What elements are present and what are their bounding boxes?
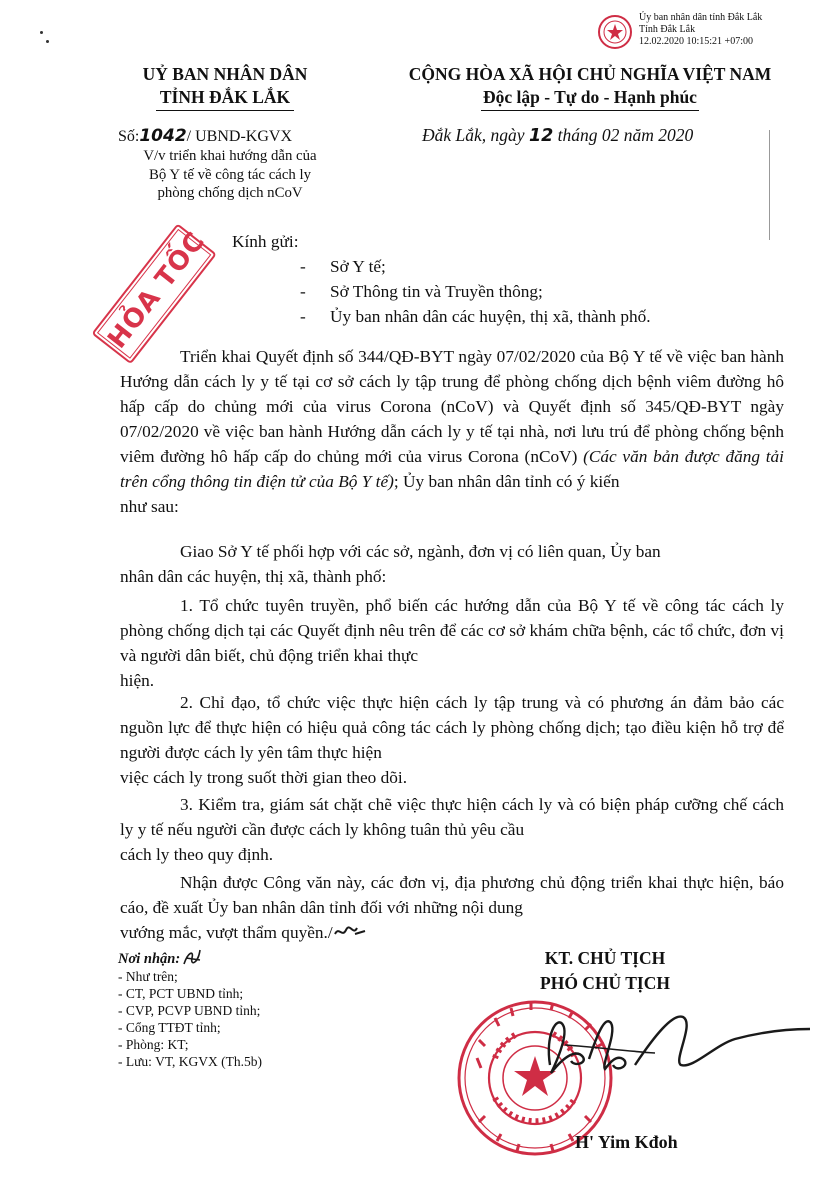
recipients-footer-item: - CT, PCT UBND tỉnh; <box>118 986 244 1001</box>
recipients-footer <box>118 948 262 1070</box>
initials-scribble-icon <box>333 924 367 940</box>
document-number-prefix: Số: <box>118 128 140 145</box>
date-suffix: tháng 02 năm 2020 <box>553 125 694 145</box>
document-number <box>118 126 292 147</box>
recipient-item: - Sở Thông tin và Truyền thông; <box>300 282 543 301</box>
digital-signature-line3: 12.02.2020 10:15:21 +07:00 <box>639 36 753 47</box>
recipients-footer-item: - CVP, PCVP UBND tỉnh; <box>118 1003 261 1018</box>
recipients-footer-item: - Lưu: VT, KGVX (Th.5b) <box>118 1054 263 1069</box>
recipients-footer-item: - Phòng: KT; <box>118 1037 189 1052</box>
recipients-footer-item: - Như trên; <box>118 969 178 984</box>
subject-line1: V/v triển khai hướng dẫn của <box>143 148 317 164</box>
issuer-line2: TỈNH ĐẮK LẮK <box>156 86 294 111</box>
emblem-seal-icon <box>597 14 633 50</box>
paragraph-item-3: 3. Kiểm tra, giám sát chặt chẽ việc thực hiện cách ly và có biện pháp cưỡng chế cách ly y tế nếu người cần được cách ly không tuân thủ yêu cầu cách ly theo quy định. <box>120 795 784 864</box>
subject-line3: phòng chống dịch nCoV <box>157 185 303 201</box>
urgent-stamp-text: HỎA TỐC <box>97 229 211 359</box>
paragraph-item-1: 1. Tổ chức tuyên truyền, phổ biến các hướng dẫn của Bộ Y tế về công tác cách ly phòng chống dịch tại các Quyết định nêu trên để các cơ sở khám chữa bệnh, các tổ chức, đơn vị và người dân biết, chủ động triển khai thực hiện. <box>120 596 784 690</box>
recipients-footer-item: - Cổng TTĐT tỉnh; <box>118 1020 221 1035</box>
national-motto: Độc lập - Tự do - Hạnh phúc <box>481 86 699 111</box>
scan-artifact-line <box>769 130 770 240</box>
paragraph-intro: Triển khai Quyết định số 344/QĐ-BYT ngày 07/02/2020 của Bộ Y tế về việc ban hành Hướng dẫn cách ly y tế tại cơ sở cách ly tập trung để phòng chống dịch bệnh viêm đường hô hấp cấp do chủng mới của virus Corona (nCoV) và Quyết định số 345/QĐ-BYT ngày 07/02/2020 về việc ban hành Hướng dẫn cách ly y tế tại nhà, nơi lưu trú để phòng chống bệnh viêm đường hô hấp cấp do chủng mới của virus Corona (nCoV) (Các văn bản được đăng tải trên cổng thông tin điện tử của Bộ Y tế); Ủy ban nhân dân tỉnh có ý kiến như sau: <box>120 347 784 516</box>
document-date <box>422 124 693 147</box>
recipient-list <box>300 254 651 329</box>
initials-scribble-icon <box>180 948 204 968</box>
signature-role1: KT. CHỦ TỊCH <box>544 948 666 968</box>
digital-signature <box>597 12 829 54</box>
scan-speck <box>46 40 49 43</box>
date-prefix: Đắk Lắk, ngày <box>422 125 529 145</box>
document-subject <box>105 147 355 203</box>
signer-name: H' Yim Kđoh <box>575 1132 678 1152</box>
paragraph-closing: Nhận được Công văn này, các đơn vị, địa phương chủ động triển khai thực hiện, báo cáo, đề xuất Ủy ban nhân dân tỉnh đối với những nội dung vướng mắc, vượt thẩm quyền./ <box>120 873 784 942</box>
handwritten-signature-icon <box>505 995 825 1095</box>
digital-signature-line2: Tỉnh Đắk Lắk <box>639 24 696 35</box>
signature-roles <box>485 946 725 996</box>
recipients-footer-title: Nơi nhận: <box>118 948 262 968</box>
paragraph-assignment: Giao Sở Y tế phối hợp với các sở, ngành, đơn vị có liên quan, Ủy ban nhân dân các huyện, thị xã, thành phố: <box>120 542 661 586</box>
subject-line2: Bộ Y tế về công tác cách ly <box>148 166 311 183</box>
recipient-item: - Ủy ban nhân dân các huyện, thị xã, thành phố. <box>300 307 651 326</box>
issuer-line1: UỶ BAN NHÂN DÂN <box>142 64 308 84</box>
issuer-header <box>110 63 340 111</box>
date-day-handwritten: 12 <box>528 126 554 146</box>
digital-signature-line1: Ủy ban nhân dân tỉnh Đắk Lắk <box>639 12 763 23</box>
signature-role2: PHÓ CHỦ TỊCH <box>540 973 670 993</box>
document-number-suffix: / UBND-KGVX <box>186 128 292 145</box>
recipient-item: - Sở Y tế; <box>300 257 386 276</box>
scan-speck <box>40 31 43 34</box>
national-header <box>355 63 825 111</box>
document-number-handwritten: 1042 <box>139 126 187 146</box>
national-title: CỘNG HÒA XÃ HỘI CHỦ NGHĨA VIỆT NAM <box>408 64 772 84</box>
salutation: Kính gửi: <box>232 232 299 251</box>
paragraph-item-2: 2. Chỉ đạo, tổ chức việc thực hiện cách ly tập trung và có phương án đảm bảo các nguồn lực để thực hiện có hiệu quả công tác cách ly phòng chống dịch; tạo điều kiện hỗ trợ để người được cách ly yên tâm thực hiện việc cách ly trong suốt thời gian theo dõi. <box>120 693 784 787</box>
